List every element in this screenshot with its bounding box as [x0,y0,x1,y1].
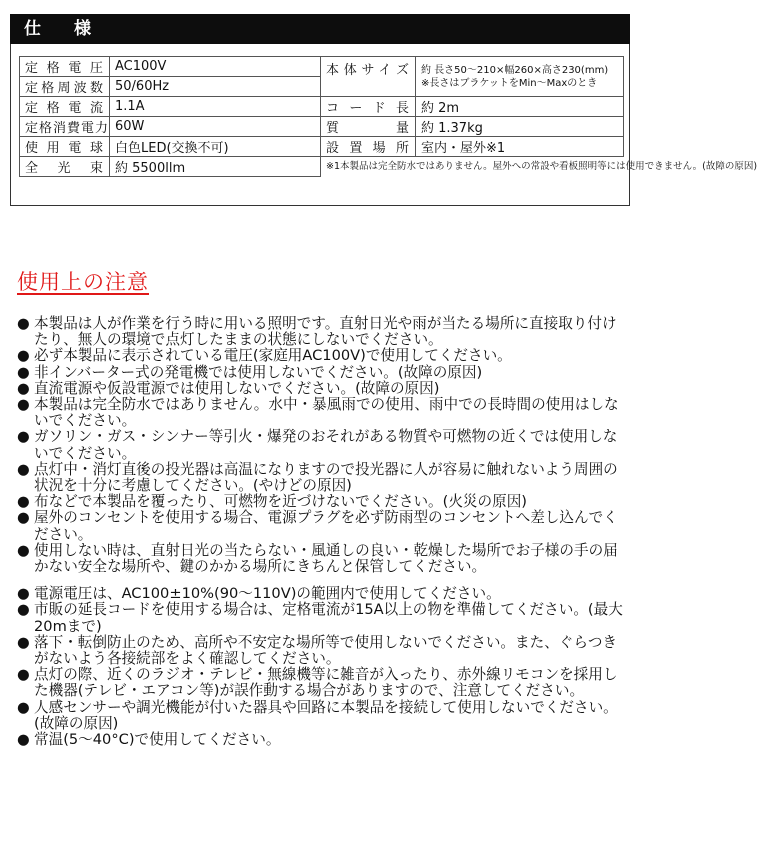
size-value [416,57,624,97]
cord-value: 約 2m [416,97,624,117]
spec-row [20,137,624,157]
spec-label: 定格電圧 [20,57,110,77]
spec-row [20,157,624,177]
bullet-icon: ● [17,666,30,684]
list-item [17,365,629,381]
bullet-icon: ● [17,315,30,332]
list-item-text: 直流電源や仮設電源では使用しないでください。(故障の原因) [34,379,440,397]
bullet-icon: ● [17,633,30,651]
bullet-icon: ● [17,428,30,446]
list-item [17,700,629,732]
list-item-text: 点灯中・消灯直後の投光器は高温になりますので投光器に人が容易に触れないよう周囲の状況を十分に考慮してください。(やけどの原因) [34,460,618,495]
list-item-text: ガソリン・ガス・シンナー等引火・爆発のおそれがある物質や可燃物の近くでは使用しないでください。 [34,428,618,462]
spec-header: 仕 様 [10,14,630,44]
list-item-text: 市販の延長コードを使用する場合は、定格電流が15A以上の物を準備してください。(最大20mまで) [34,601,623,635]
spec-label: 使用電球 [20,137,110,157]
spec-value: AC100V [110,57,321,77]
bullet-icon: ● [17,347,30,365]
list-item-text: 常温(5～40°C)で使用してください。 [34,731,281,749]
list-item [17,381,629,397]
size-label: 本体サイズ [321,57,416,97]
cord-label: コード長 [321,97,416,117]
spec-table [19,56,757,177]
spec-footnote: ※1本製品は完全防水ではありません。屋外への常設や看板照明等には使用できません。(故障の原因) [326,160,757,172]
bullet-icon: ● [17,509,30,527]
list-item-text: 使用しない時は、直射日光の当たらない・風通しの良い・乾燥した場所でお子様の手の届かない安全な場所や、鍵のかかる場所にきちんと保管してください。 [34,541,618,576]
spec-value: 60W [110,117,321,137]
list-item [17,543,629,575]
spec-label: 全光束 [20,157,110,177]
spec-value: 50/60Hz [110,77,321,97]
spec-value: 白色LED(交換不可) [110,137,321,157]
list-item [17,510,629,542]
size-value-line: 約 長さ50～210×幅260×高さ230(mm) [421,64,609,76]
spec-value: 約 5500llm [110,157,321,177]
mass-value: 約 1.37kg [416,117,624,137]
list-item-text: 人感センサーや調光機能が付いた器具や回路に本製品を接続して使用しないでください。(故障の原因) [34,698,618,732]
bullet-icon: ● [17,731,30,749]
list-item [17,494,629,510]
caution-list [17,316,629,748]
bullet-icon: ● [17,379,30,397]
bullet-icon: ● [17,585,30,603]
spec-label: 定格消費電力 [20,117,110,137]
list-item-text: 非インバーター式の発電機では使用しないでください。(故障の原因) [34,363,483,381]
list-item-text: 布などで本製品を覆ったり、可燃物を近づけないでください。(火災の原因) [34,493,527,511]
size-note: ※長さはブラケットをMin～Maxのとき [421,77,598,89]
list-item [17,635,629,667]
place-label: 設置場所 [321,137,416,157]
bullet-icon: ● [17,363,30,381]
bullet-icon: ● [17,601,30,619]
list-item-text: 点灯の際、近くのラジオ・テレビ・無線機等に雑音が入ったり、赤外線リモコンを採用した機器(テレビ・エアコン等)が誤作動する場合がありますので、注意してください。 [34,666,618,700]
list-item-text: 落下・転倒防止のため、高所や不安定な場所等で使用しないでください。また、ぐらつきがないよう各接続部をよく確認してください。 [34,633,618,668]
list-item [17,602,629,634]
list-item [17,462,629,494]
list-item [17,429,629,461]
list-item-text: 本製品は人が作業を行う時に用いる照明です。直射日光や雨が当たる場所に直接取り付けたり、無人の環境で点灯したままの状態にしないでください。 [34,315,617,349]
list-item [17,667,629,699]
place-value: 室内・屋外※1 [416,137,624,157]
spec-row [20,57,624,77]
bullet-icon: ● [17,460,30,478]
list-item [17,732,629,748]
list-item-text: 屋外のコンセントを使用する場合、電源プラグを必ず防雨型のコンセントへ差し込んでください。 [34,509,618,543]
spec-label: 定格電流 [20,97,110,117]
list-item-text: 必ず本製品に表示されている電圧(家庭用AC100V)で使用してください。 [34,347,512,365]
spec-label: 定格周波数 [20,77,110,97]
bullet-icon: ● [17,396,30,414]
list-item-text: 本製品は完全防水ではありません。水中・暴風雨での使用、雨中での長時間の使用はしないでください。 [34,396,619,430]
spec-row [20,117,624,137]
bullet-icon: ● [17,541,30,559]
spec-row [20,97,624,117]
spec-value: 1.1A [110,97,321,117]
bullet-icon: ● [17,493,30,511]
bullet-icon: ● [17,698,30,716]
list-item-text: 電源電圧は、AC100±10%(90～110V)の範囲内で使用してください。 [34,585,501,603]
list-item [17,348,629,364]
list-item [17,397,629,429]
caution-title: 使用上の注意 [17,270,149,294]
mass-label: 質量 [321,117,416,137]
list-item [17,316,629,348]
